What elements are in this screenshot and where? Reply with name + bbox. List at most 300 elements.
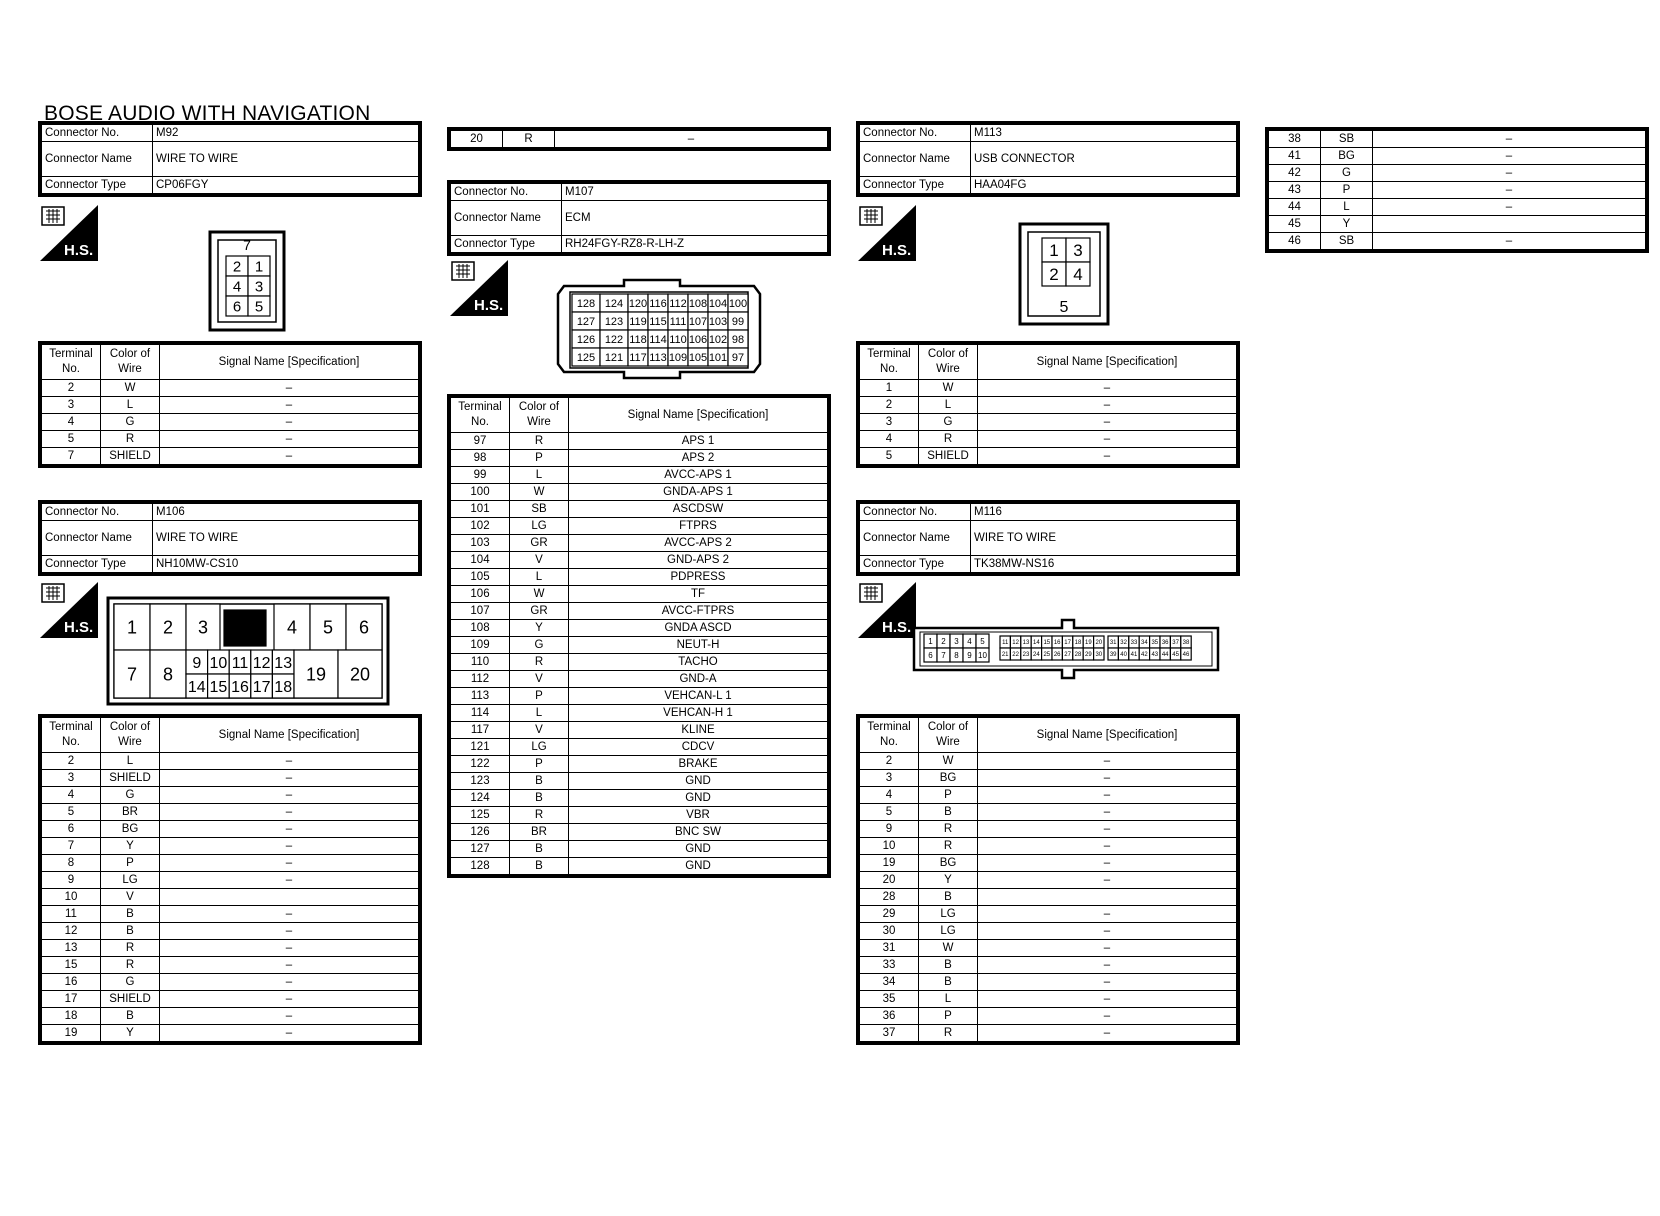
signal-name: BNC SW [569, 824, 828, 841]
signal-name: – [160, 397, 419, 414]
signal-name: FTPRS [569, 518, 828, 535]
table-row [1269, 199, 1646, 216]
signal-name: – [160, 1008, 419, 1025]
wire-color: R [101, 957, 160, 974]
wire-color: B [919, 804, 978, 821]
m106-pin-table [38, 714, 422, 1045]
signal-name: – [978, 380, 1237, 397]
signal-name: – [978, 1008, 1237, 1025]
table-row [451, 637, 828, 654]
pin-number: 14 [187, 678, 206, 696]
wire-color: W [919, 380, 978, 397]
signal-name: – [160, 923, 419, 940]
terminal-no: 46 [1269, 233, 1321, 250]
table-row [451, 467, 828, 484]
pin-number: 32 [1120, 640, 1127, 647]
wire-color: R [510, 654, 569, 671]
pin-number: 37 [1172, 640, 1179, 647]
table-row [451, 773, 828, 790]
signal-name: – [160, 906, 419, 923]
wire-color: L [919, 991, 978, 1008]
wire-color: GR [510, 603, 569, 620]
pin-number: 5 [254, 298, 264, 316]
signal-name: – [160, 448, 419, 465]
signal-name: NEUT-H [569, 637, 828, 654]
pin-number: 122 [604, 333, 624, 346]
table-row [1269, 233, 1646, 250]
terminal-no: 20 [860, 872, 919, 889]
signal-header: Signal Name [Specification] [160, 345, 419, 380]
table-row [451, 535, 828, 552]
signal-name: – [160, 821, 419, 838]
table-row [860, 991, 1237, 1008]
pin-number: 44 [1161, 652, 1169, 659]
signal-name: – [978, 448, 1237, 465]
terminal-no: 105 [451, 569, 510, 586]
wire-color: R [503, 131, 555, 148]
pin-number: 3 [197, 617, 209, 638]
table-row [451, 671, 828, 688]
pin-number: 31 [1109, 640, 1117, 647]
wire-color: L [510, 705, 569, 722]
terminal-no: 7 [42, 838, 101, 855]
terminal-no: 10 [42, 889, 101, 906]
terminal-no: 5 [860, 804, 919, 821]
wire-color: Y [101, 838, 160, 855]
signal-header: Signal Name [Specification] [978, 718, 1237, 753]
terminal-no: 106 [451, 586, 510, 603]
pin-number: 23 [1022, 652, 1030, 659]
signal-name: CDCV [569, 739, 828, 756]
pin-number: 103 [708, 315, 728, 328]
hs-icon [40, 582, 98, 638]
table-row [42, 787, 419, 804]
connector-type: NH10MW-CS10 [153, 556, 419, 573]
pin-number: 101 [708, 351, 728, 364]
signal-header: Signal Name [Specification] [569, 398, 828, 433]
signal-name: – [978, 1025, 1237, 1042]
connector-name-label: Connector Name [42, 521, 153, 556]
m107-header [447, 180, 831, 256]
terminal-no: 100 [451, 484, 510, 501]
signal-name: – [1373, 182, 1646, 199]
terminal-no: 31 [860, 940, 919, 957]
table-row [1269, 131, 1646, 148]
table-row [451, 518, 828, 535]
table-row [451, 824, 828, 841]
signal-name: ASCDSW [569, 501, 828, 518]
connector-name: WIRE TO WIRE [153, 521, 419, 556]
table-row [42, 770, 419, 787]
pin-number: 25 [1043, 652, 1051, 659]
terminal-no: 37 [860, 1025, 919, 1042]
wire-color: V [101, 889, 160, 906]
pin-number: 119 [629, 315, 647, 328]
table-row [451, 484, 828, 501]
connector-name-label: Connector Name [42, 142, 153, 177]
table-row [860, 414, 1237, 431]
terminal-no: 98 [451, 450, 510, 467]
connector-type: RH24FGY-RZ8-R-LH-Z [562, 236, 828, 253]
wire-color: L [101, 397, 160, 414]
pin-number: 1 [126, 617, 138, 638]
table-row [42, 414, 419, 431]
table-row [451, 620, 828, 637]
table-row [1269, 148, 1646, 165]
pin-number: 40 [1120, 652, 1127, 659]
table-row [451, 688, 828, 705]
terminal-no: 112 [451, 671, 510, 688]
signal-name: – [978, 855, 1237, 872]
color-header: Color of Wire [101, 718, 160, 753]
terminal-no: 127 [451, 841, 510, 858]
pin-number: 2 [162, 617, 174, 638]
wire-color: W [101, 380, 160, 397]
terminal-no: 3 [42, 770, 101, 787]
pin-number: 102 [708, 333, 728, 346]
signal-name: – [1373, 148, 1646, 165]
table-row [451, 739, 828, 756]
table-row [451, 756, 828, 773]
terminal-no: 107 [451, 603, 510, 620]
table-row [451, 131, 828, 148]
terminal-no: 104 [451, 552, 510, 569]
wire-color: B [919, 889, 978, 906]
signal-name: – [978, 804, 1237, 821]
wire-color: B [919, 974, 978, 991]
wire-color: BG [101, 821, 160, 838]
signal-name: – [160, 380, 419, 397]
table-row [860, 448, 1237, 465]
signal-name: – [978, 872, 1237, 889]
signal-header: Signal Name [Specification] [160, 718, 419, 753]
hs-icon [450, 260, 508, 316]
wire-color: BR [510, 824, 569, 841]
pin-number: 34 [1141, 640, 1148, 647]
pin-number: 118 [629, 333, 647, 346]
pin-number: 20 [1095, 640, 1103, 647]
signal-name: TF [569, 586, 828, 603]
hs-icon [40, 205, 98, 261]
terminal-no-header: Terminal No. [860, 345, 919, 380]
pin-number: 108 [688, 297, 708, 310]
pin-number: 24 [1033, 652, 1040, 659]
color-header: Color of Wire [919, 345, 978, 380]
signal-name: VEHCAN-L 1 [569, 688, 828, 705]
wire-color: B [101, 923, 160, 940]
m113-pin-table [856, 341, 1240, 468]
wire-color: W [510, 484, 569, 501]
pin-number: 2 [941, 636, 946, 646]
pin-number: 4 [286, 617, 298, 638]
wire-color: L [919, 397, 978, 414]
connector-type: TK38MW-NS16 [971, 556, 1237, 573]
terminal-no: 1 [860, 380, 919, 397]
signal-name: – [1373, 233, 1646, 250]
terminal-no: 6 [42, 821, 101, 838]
signal-name: – [978, 787, 1237, 804]
pin-number: 104 [708, 297, 728, 310]
pin-number: 1 [928, 636, 933, 646]
table-row [860, 380, 1237, 397]
m92-header [38, 121, 422, 197]
table-row [42, 380, 419, 397]
signal-name: – [160, 974, 419, 991]
m116-header [856, 500, 1240, 576]
pin-number: 11 [1002, 640, 1009, 647]
connector-name: USB CONNECTOR [971, 142, 1237, 177]
table-row [860, 821, 1237, 838]
pin-number: 35 [1151, 640, 1159, 647]
m106-connector-face [106, 596, 392, 708]
signal-name: – [160, 804, 419, 821]
terminal-no: 128 [451, 858, 510, 875]
connector-name-label: Connector Name [860, 521, 971, 556]
m92-pin-table [38, 341, 422, 468]
pin-number: 100 [728, 297, 748, 310]
pin-number: 21 [1001, 652, 1009, 659]
table-row [451, 841, 828, 858]
pin-number: 38 [1182, 640, 1190, 647]
pin-number: 106 [688, 333, 708, 346]
pin-number: 6 [232, 298, 242, 316]
color-header: Color of Wire [919, 718, 978, 753]
wire-color: V [510, 671, 569, 688]
color-header: Color of Wire [510, 398, 569, 433]
terminal-no: 41 [1269, 148, 1321, 165]
signal-name: – [978, 821, 1237, 838]
wire-color: B [101, 906, 160, 923]
wire-color: W [919, 940, 978, 957]
signal-name: AVCC-FTPRS [569, 603, 828, 620]
wire-color: G [101, 414, 160, 431]
pin-number: 116 [649, 297, 667, 310]
signal-name: GND-A [569, 671, 828, 688]
pin-number: 6 [358, 617, 370, 638]
pin-number: 33 [1130, 640, 1138, 647]
pin-number: 12 [1012, 640, 1019, 647]
m116-continuation-table [1265, 127, 1649, 253]
table-row [860, 787, 1237, 804]
wire-color: R [510, 807, 569, 824]
svg-text:5: 5 [1059, 299, 1069, 316]
wire-color: B [510, 790, 569, 807]
terminal-no: 28 [860, 889, 919, 906]
wire-color: Y [101, 1025, 160, 1042]
wire-color: R [101, 940, 160, 957]
table-row [42, 1008, 419, 1025]
terminal-no: 12 [42, 923, 101, 940]
connector-name-label: Connector Name [451, 201, 562, 236]
pin-number: 10 [209, 654, 228, 672]
pin-number: 12 [252, 654, 271, 672]
pin-number: 3 [954, 636, 959, 646]
table-row [42, 889, 419, 906]
connector-type: HAA04FG [971, 177, 1237, 194]
table-row [42, 1025, 419, 1042]
pin-number: 15 [209, 678, 228, 696]
wire-color: G [101, 787, 160, 804]
table-row [42, 753, 419, 770]
page-title: BOSE AUDIO WITH NAVIGATION [44, 102, 371, 125]
signal-name: – [160, 414, 419, 431]
table-row [451, 807, 828, 824]
m116-pin-table [856, 714, 1240, 1045]
terminal-no: 29 [860, 906, 919, 923]
pin-number: 13 [1022, 640, 1030, 647]
connector-name: WIRE TO WIRE [153, 142, 419, 177]
wire-color: GR [510, 535, 569, 552]
wire-color: G [919, 414, 978, 431]
wire-color: SB [510, 501, 569, 518]
terminal-no: 3 [860, 770, 919, 787]
terminal-no: 20 [451, 131, 503, 148]
pin-number: 15 [1043, 640, 1051, 647]
pin-number: 125 [576, 351, 596, 364]
terminal-no: 3 [860, 414, 919, 431]
svg-text:H.S.: H.S. [64, 242, 94, 259]
signal-name: GND-APS 2 [569, 552, 828, 569]
signal-name: – [978, 753, 1237, 770]
signal-name: – [978, 906, 1237, 923]
pin-number: 109 [668, 351, 688, 364]
signal-name: – [978, 923, 1237, 940]
pin-number: 42 [1141, 652, 1148, 659]
table-row [860, 906, 1237, 923]
wire-color: P [510, 756, 569, 773]
table-row [451, 569, 828, 586]
pin-number: 99 [731, 315, 745, 328]
signal-name: VEHCAN-H 1 [569, 705, 828, 722]
signal-name: – [160, 431, 419, 448]
signal-name: – [160, 1025, 419, 1042]
table-row [860, 431, 1237, 448]
terminal-no: 11 [42, 906, 101, 923]
pin-number: 127 [576, 315, 596, 328]
terminal-no: 109 [451, 637, 510, 654]
pin-number: 18 [1074, 640, 1082, 647]
pin-number: 123 [604, 315, 624, 328]
wire-color: SHIELD [101, 991, 160, 1008]
pin-number: 126 [576, 333, 596, 346]
wire-color: B [510, 858, 569, 875]
terminal-no-header: Terminal No. [42, 718, 101, 753]
table-row [451, 552, 828, 569]
pin-number: 29 [1085, 652, 1092, 659]
terminal-no: 13 [42, 940, 101, 957]
wire-color: LG [510, 518, 569, 535]
terminal-no: 5 [42, 804, 101, 821]
signal-name: GNDA ASCD [569, 620, 828, 637]
terminal-no: 33 [860, 957, 919, 974]
terminal-no: 99 [451, 467, 510, 484]
wire-color: B [510, 841, 569, 858]
pin-number: 16 [231, 678, 249, 696]
pin-number: 7 [126, 664, 138, 685]
terminal-no: 102 [451, 518, 510, 535]
terminal-no: 17 [42, 991, 101, 1008]
table-row [451, 450, 828, 467]
connector-no-label: Connector No. [42, 125, 153, 142]
signal-name: VBR [569, 807, 828, 824]
connector-pin [224, 610, 266, 646]
pin-number: 26 [1053, 652, 1061, 659]
table-row [860, 940, 1237, 957]
pin-number: 11 [231, 654, 249, 672]
wire-color: Y [510, 620, 569, 637]
signal-name: TACHO [569, 654, 828, 671]
table-row [1269, 182, 1646, 199]
signal-name: GND [569, 790, 828, 807]
table-row [860, 974, 1237, 991]
signal-name: GND [569, 773, 828, 790]
signal-name: – [978, 991, 1237, 1008]
m106-header [38, 500, 422, 576]
terminal-no: 4 [860, 431, 919, 448]
table-row [860, 855, 1237, 872]
table-row [451, 654, 828, 671]
terminal-no: 2 [860, 397, 919, 414]
pin-number: 1 [1049, 241, 1059, 261]
pin-number: 17 [252, 678, 271, 696]
pin-number: 41 [1130, 652, 1138, 659]
wire-color: R [510, 433, 569, 450]
wire-color: LG [919, 923, 978, 940]
table-row [451, 586, 828, 603]
pin-number: 8 [162, 664, 174, 685]
signal-name: BRAKE [569, 756, 828, 773]
terminal-no: 44 [1269, 199, 1321, 216]
terminal-no: 103 [451, 535, 510, 552]
terminal-no: 19 [42, 1025, 101, 1042]
wire-color: G [101, 974, 160, 991]
terminal-no: 19 [860, 855, 919, 872]
connector-no: M113 [971, 125, 1237, 142]
pin-number: 39 [1109, 652, 1117, 659]
connector-type-label: Connector Type [860, 177, 971, 194]
signal-name: – [978, 770, 1237, 787]
terminal-no: 114 [451, 705, 510, 722]
terminal-no: 121 [451, 739, 510, 756]
pin-number: 117 [629, 351, 647, 364]
connector-type-label: Connector Type [42, 556, 153, 573]
pin-number: 9 [192, 654, 202, 672]
pin-number: 107 [688, 315, 708, 328]
pin-number: 97 [731, 351, 745, 364]
signal-name: – [160, 872, 419, 889]
connector-no-label: Connector No. [451, 184, 562, 201]
wire-color: L [510, 569, 569, 586]
m92-connector-face [208, 220, 288, 332]
pin-number: 6 [928, 650, 933, 660]
signal-name: APS 2 [569, 450, 828, 467]
signal-name: – [1373, 131, 1646, 148]
table-row [42, 957, 419, 974]
m113-connector-face [1018, 222, 1112, 328]
pin-number: 110 [669, 333, 687, 346]
terminal-no: 34 [860, 974, 919, 991]
table-row [1269, 216, 1646, 233]
table-row [860, 1025, 1237, 1042]
svg-text:H.S.: H.S. [882, 619, 912, 636]
pin-number: 45 [1172, 652, 1179, 659]
terminal-no: 38 [1269, 131, 1321, 148]
pin-number: 7 [941, 650, 946, 660]
pin-number: 16 [1053, 640, 1061, 647]
connector-no: M107 [562, 184, 828, 201]
wire-color: SHIELD [919, 448, 978, 465]
pin-number: 98 [731, 333, 745, 346]
